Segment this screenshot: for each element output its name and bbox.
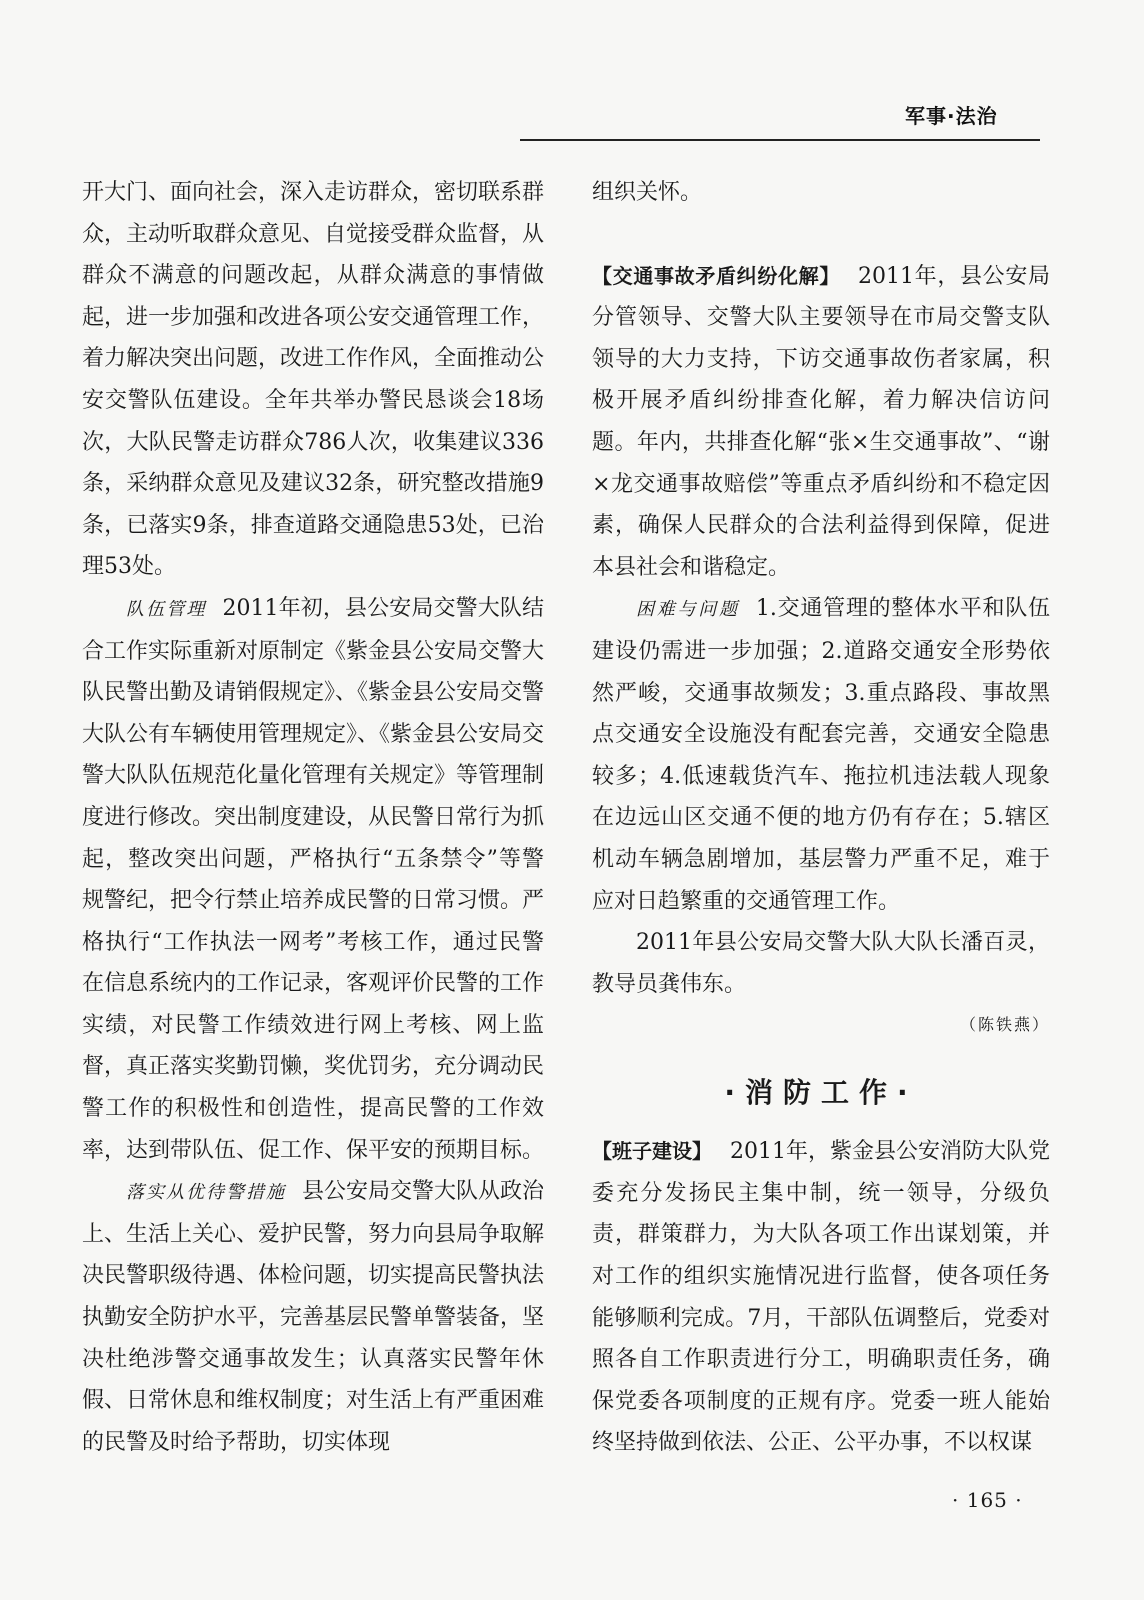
right-column xyxy=(592,172,1050,1464)
subheading-traffic-dispute: 【交通事故矛盾纠纷化解】 xyxy=(592,263,840,288)
right-paragraph-1 xyxy=(592,256,1050,589)
subheading-difficulties: 困难与问题 xyxy=(636,599,740,621)
subheading-leadership: 【班子建设】 xyxy=(592,1139,712,1164)
right-paragraph-4 xyxy=(592,1131,1050,1464)
right-paragraph-2-body: 1.交通管理的整体水平和队伍建设仍需进一步加强；2.道路交通安全形势依然严峻，交通事故频发；3.重点路段、事故黑点交通安全设施没有配套完善，交通安全隐患较多；4.低速载货汽车、拖拉机违法载人现象在边远山区交通不便的地方仍有存在；5.辖区机动车辆急剧增加，基层警力严重不足，难于应对日趋繁重的交通管理工作。 xyxy=(592,596,1050,914)
right-paragraph-2 xyxy=(592,588,1050,922)
header-rule xyxy=(520,139,1040,141)
left-paragraph-2 xyxy=(82,588,544,1171)
section-label: 军事·法治 xyxy=(905,104,998,128)
left-paragraph-1: 开大门、面向社会，深入走访群众，密切联系群众，主动听取群众意见、自觉接受群众监督，从群众不满意的问题改起，从群众满意的事情做起，进一步加强和改进各项公安交通管理工作，着力解决突出问题，改进工作作风，全面推动公安交警队伍建设。全年共举办警民恳谈会18场次，大队民警走访群众786人次，收集建议336条，采纳群众意见及建议32条，研究整改措施9条，已落实9条，排查道路交通隐患53处，已治理53处。 xyxy=(82,180,545,580)
subheading-team-management: 队伍管理 xyxy=(126,598,207,620)
right-paragraph-4-body: 2011年，紫金县公安消防大队党委充分发扬民主集中制，统一领导，分级负责，群策群力，为大队各项工作出谋划策，并对工作的组织实施情况进行监督，使各项任务能够顺利完成。7月，干部队伍调整后，党委对照各自工作职责进行分工，明确职责任务，确保党委各项制度的正规有序。党委一班人能始终坚持做到依法、公正、公平办事，不以权谋 xyxy=(592,1139,1050,1456)
right-paragraph-3: 2011年县公安局交警大队大队长潘百灵，教导员龚伟东。 xyxy=(592,930,1050,997)
right-paragraph-0: 组织关怀。 xyxy=(592,180,703,205)
right-paragraph-1-body: 2011年，县公安局分管领导、交警大队主要领导在市局交警支队领导的大力支持，下访交通事故伤者家属，积极开展矛盾纠纷排查化解，着力解决信访问题。年内，共排查化解“张×生交通事故”、“谢×龙交通事故赔偿”等重点矛盾纠纷和不稳定因素，确保人民群众的合法利益得到保障，促进本县社会和谐稳定。 xyxy=(592,263,1050,580)
subheading-police-welfare: 落实从优待警措施 xyxy=(126,1182,286,1204)
left-paragraph-2-body: 2011年初，县公安局交警大队结合工作实际重新对原制定《紫金县公安局交警大队民警出勤及请销假规定》、《紫金县公安局交警大队公有车辆使用管理规定》、《紫金县公安局交警大队队伍规范化量化管理有关规定》等管理制度进行修改。突出制度建设，从民警日常行为抓起，整改突出问题，严格执行“五条禁令”等警规警纪，把令行禁止培养成民警的日常习惯。严格执行“工作执法一网考”考核工作，通过民警在信息系统内的工作记录，客观评价民警的工作实绩，对民警工作绩效进行网上考核、网上监督，真正落实奖勤罚懒，奖优罚劣，充分调动民警工作的积极性和创造性，提高民警的工作效率，达到带队伍、促工作、保平安的预期目标。 xyxy=(82,595,545,1163)
left-paragraph-3-body: 县公安局交警大队从政治上、生活上关心、爱护民警，努力向县局争取解决民警职级待遇、体检问题，切实提高民警执法执勤安全防护水平，完善基层民警单警装备，坚决杜绝涉警交通事故发生；认真落实民警年休假、日常休息和维权制度；对生活上有严重困难的民警及时给予帮助，切实体现 xyxy=(82,1179,545,1455)
left-column xyxy=(82,172,544,1463)
paragraph-gap xyxy=(592,214,1050,256)
page-number: · 165 · xyxy=(952,1488,1023,1512)
left-paragraph-3 xyxy=(82,1171,544,1463)
author-credit: （陈铁燕） xyxy=(959,1015,1050,1035)
section-title-fire: ·消防工作· xyxy=(724,1076,918,1110)
